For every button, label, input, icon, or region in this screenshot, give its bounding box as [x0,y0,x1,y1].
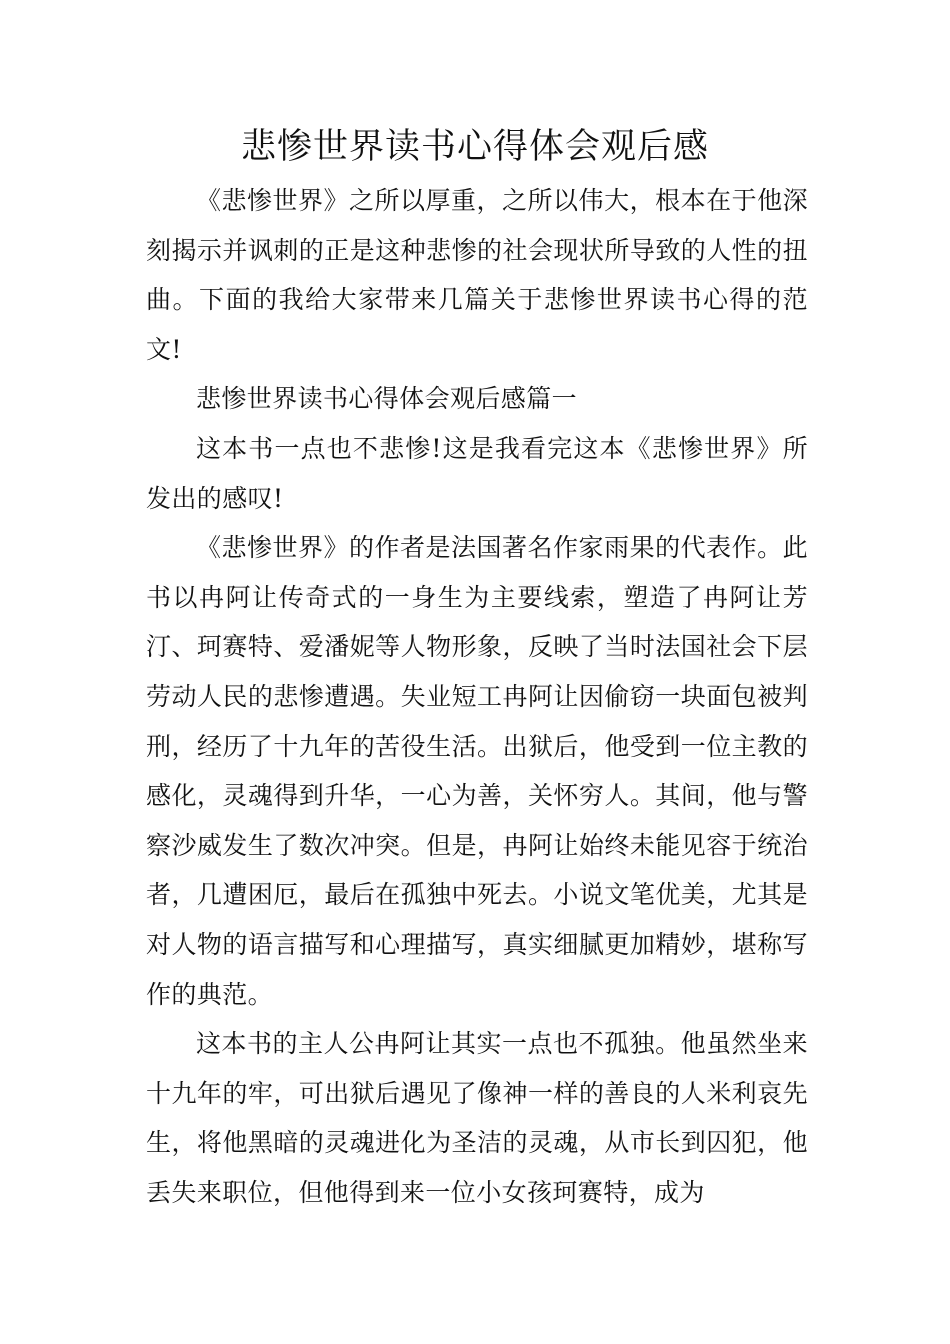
body-paragraph: 《悲惨世界》的作者是法国著名作家雨果的代表作。此书以冉阿让传奇式的一身生为主要线索，塑造了冉阿让芳汀、珂赛特、爱潘妮等人物形象，反映了当时法国社会下层劳动人民的悲惨遭遇。失业短工冉阿让因偷窃一块面包被判刑，经历了十九年的苦役生活。出狱后，他受到一位主教的感化，灵魂得到升华，一心为善，关怀穷人。其间，他与警察沙威发生了数次冲突。但是，冉阿让始终未能见容于统治者，几遭困厄，最后在孤独中死去。小说文笔优美，尤其是对人物的语言描写和心理描写，真实细腻更加精妙，堪称写作的典范。 [146,533,808,1009]
intro-paragraph: 《悲惨世界》之所以厚重，之所以伟大，根本在于他深刻揭示并讽刺的正是这种悲惨的社会现状所导致的人性的扭曲。下面的我给大家带来几篇关于悲惨世界读书心得的范文! [146,186,808,364]
section-heading: 悲惨世界读书心得体会观后感篇一 [196,384,578,414]
body-paragraph: 这本书的主人公冉阿让其实一点也不孤独。他虽然坐来十九年的牢，可出狱后遇见了像神一样的善良的人米利哀先生，将他黑暗的灵魂进化为圣洁的灵魂，从市长到囚犯，他丢失来职位，但他得到来一位小女孩珂赛特，成为 [146,1029,808,1207]
document-body [146,176,808,1217]
document-title: 悲惨世界读书心得体会观后感 [240,127,709,167]
body-paragraph: 这本书一点也不悲惨!这是我看完这本《悲惨世界》所发出的感叹! [146,433,808,513]
